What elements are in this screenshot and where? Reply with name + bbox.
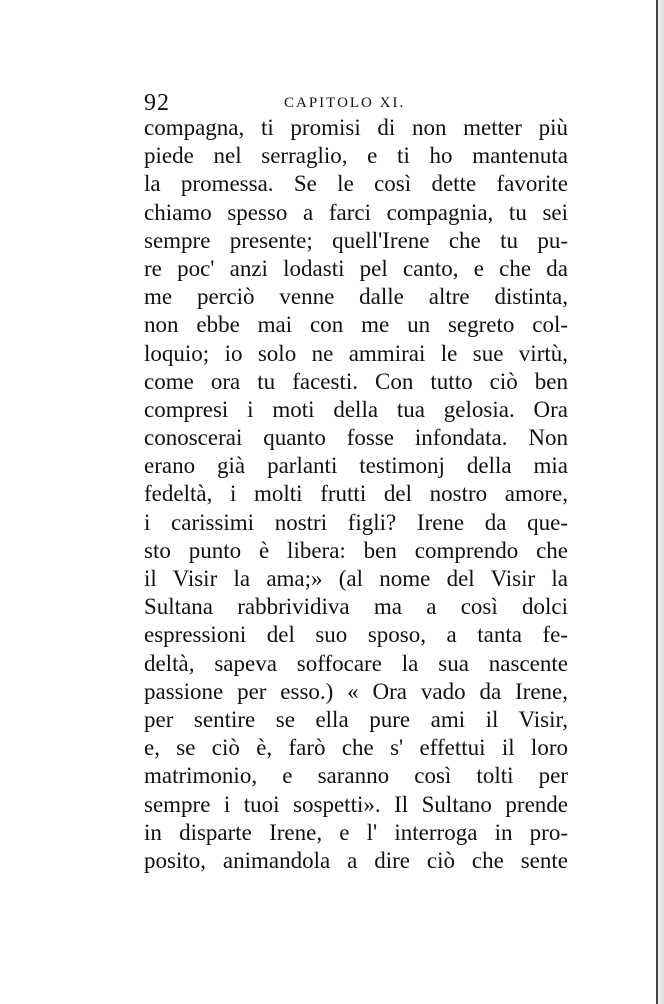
text-line: il Visir la ama;» (al nome del Visir la xyxy=(144,566,568,591)
text-line: sempre i tuoi sospetti». Il Sultano prende xyxy=(144,791,568,817)
text-line: in disparte Irene, e l' interroga in pro- xyxy=(144,819,568,845)
text-line: matrimonio, e saranno così tolti per xyxy=(144,763,568,789)
text-line: passione per esso.) « Ora vado da Irene, xyxy=(144,678,568,704)
text-line: deltà, sapeva soffocare la sua nascente xyxy=(144,650,568,676)
text-line: chiamo spesso a farci compagnia, tu sei xyxy=(144,199,568,225)
page-edge-shade xyxy=(658,0,664,1004)
page-number: 92 xyxy=(144,90,170,116)
text-line: posito, animandola a dire ciò che sente xyxy=(144,847,568,873)
text-line: me perciò venne dalle altre distinta, xyxy=(144,284,568,310)
text-line: fedeltà, i molti frutti del nostro amore, xyxy=(144,481,568,507)
text-line: i carissimi nostri figli? Irene da que- xyxy=(144,509,568,535)
page-edge-line xyxy=(656,0,658,1004)
text-line: per sentire se ella pure ami il Visir, xyxy=(144,706,568,732)
text-line: compresi i moti della tua gelosia. Ora xyxy=(144,396,568,422)
text-line: e, se ciò è, farò che s' effettui il loro xyxy=(144,735,568,761)
body-text xyxy=(144,114,568,875)
text-line: sto punto è libera: ben comprendo che xyxy=(144,537,568,563)
text-line: re poc' anzi lodasti pel canto, e che da xyxy=(144,255,568,281)
text-line: piede nel serraglio, e ti ho mantenuta xyxy=(144,143,568,169)
text-line: non ebbe mai con me un segreto col- xyxy=(144,312,568,338)
running-head: CAPITOLO XI. xyxy=(284,95,406,111)
text-line: come ora tu facesti. Con tutto ciò ben xyxy=(144,368,568,394)
text-line: loquio; io solo ne ammirai le sue virtù, xyxy=(144,340,568,366)
text-line: sempre presente; quell'Irene che tu pu- xyxy=(144,227,568,253)
text-line: erano già parlanti testimonj della mia xyxy=(144,453,568,479)
text-line: la promessa. Se le così dette favorite xyxy=(144,171,568,197)
text-line: compagna, ti promisi di non metter più xyxy=(144,115,568,140)
text-line: conoscerai quanto fosse infondata. Non xyxy=(144,425,568,451)
text-line: espressioni del suo sposo, a tanta fe- xyxy=(144,622,568,648)
text-line: Sultana rabbrividiva ma a così dolci xyxy=(144,594,568,620)
